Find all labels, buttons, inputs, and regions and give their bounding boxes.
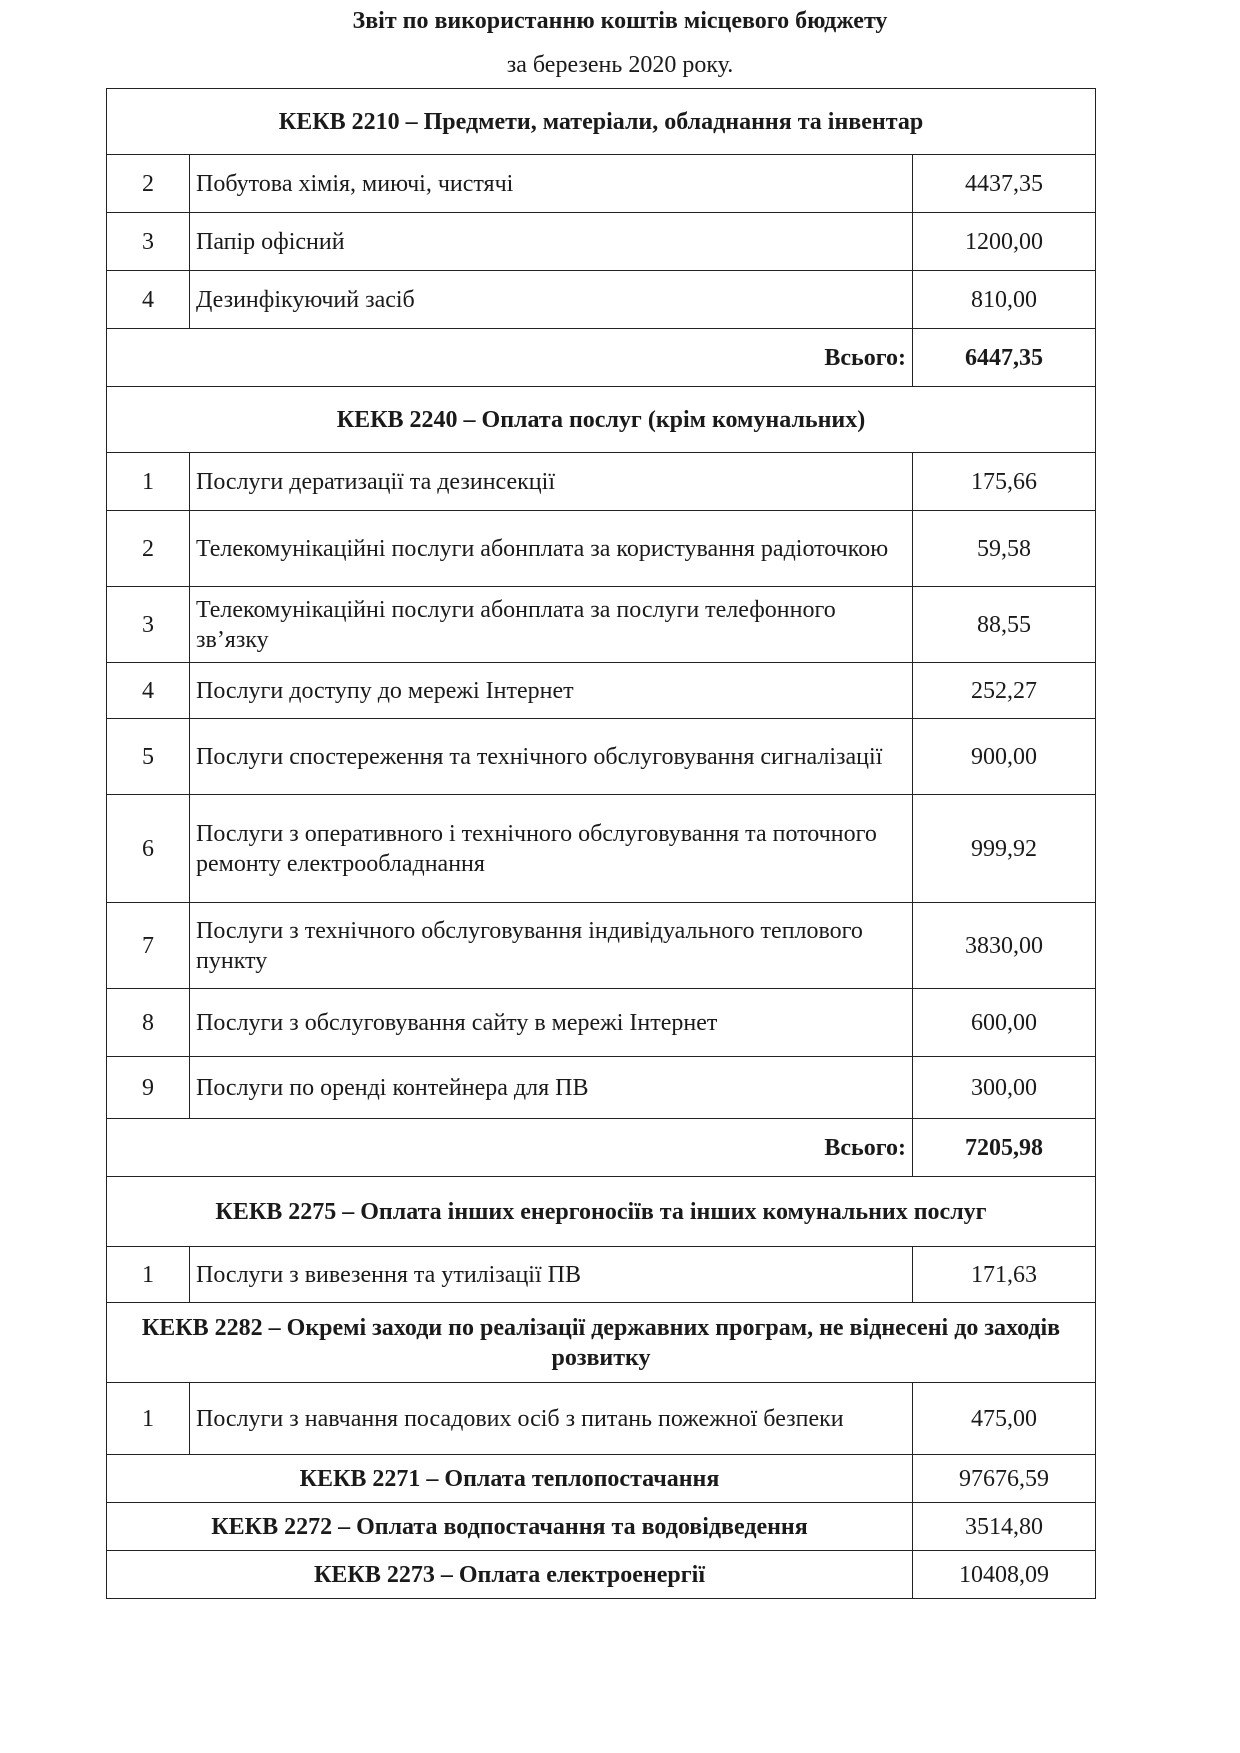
table-row bbox=[107, 795, 1096, 903]
row-number: 4 bbox=[107, 663, 190, 719]
row-number: 2 bbox=[107, 155, 190, 213]
row-name: Послуги з технічного обслуговування індивідуального теплового пункту bbox=[190, 903, 913, 989]
row-number: 3 bbox=[107, 587, 190, 663]
row-name: Послуги доступу до мережі Інтернет bbox=[190, 663, 913, 719]
section-heading: КЕКВ 2240 – Оплата послуг (крім комунальних) bbox=[107, 387, 1096, 453]
row-name: Послуги по оренді контейнера для ПВ bbox=[190, 1057, 913, 1119]
summary-label: КЕКВ 2272 – Оплата водпостачання та водовідведення bbox=[107, 1503, 913, 1551]
table-row bbox=[107, 213, 1096, 271]
summary-value: 97676,59 bbox=[913, 1455, 1096, 1503]
row-value: 4437,35 bbox=[913, 155, 1096, 213]
table-row bbox=[107, 1247, 1096, 1303]
row-value: 600,00 bbox=[913, 989, 1096, 1057]
table-row bbox=[107, 453, 1096, 511]
table-row bbox=[107, 1057, 1096, 1119]
total-label: Всього: bbox=[107, 1119, 913, 1177]
summary-label: КЕКВ 2271 – Оплата теплопостачання bbox=[107, 1455, 913, 1503]
summary-row bbox=[107, 1503, 1096, 1551]
row-value: 59,58 bbox=[913, 511, 1096, 587]
row-value: 810,00 bbox=[913, 271, 1096, 329]
row-number: 9 bbox=[107, 1057, 190, 1119]
row-value: 475,00 bbox=[913, 1383, 1096, 1455]
row-name: Побутова хімія, миючі, чистячі bbox=[190, 155, 913, 213]
section-heading-row bbox=[107, 1177, 1096, 1247]
row-value: 175,66 bbox=[913, 453, 1096, 511]
row-name: Дезинфікуючий засіб bbox=[190, 271, 913, 329]
table-row bbox=[107, 1383, 1096, 1455]
row-number: 1 bbox=[107, 1383, 190, 1455]
section-heading-row bbox=[107, 387, 1096, 453]
row-value: 88,55 bbox=[913, 587, 1096, 663]
table-row bbox=[107, 903, 1096, 989]
section-heading-row bbox=[107, 89, 1096, 155]
row-name: Папір офісний bbox=[190, 213, 913, 271]
total-row bbox=[107, 1119, 1096, 1177]
table-row bbox=[107, 271, 1096, 329]
row-name: Телекомунікаційні послуги абонплата за послуги телефонного зв’язку bbox=[190, 587, 913, 663]
table-row bbox=[107, 989, 1096, 1057]
row-number: 8 bbox=[107, 989, 190, 1057]
budget-report-table bbox=[106, 88, 1096, 1599]
row-name: Телекомунікаційні послуги абонплата за користування радіоточкою bbox=[190, 511, 913, 587]
table-row bbox=[107, 587, 1096, 663]
row-value: 900,00 bbox=[913, 719, 1096, 795]
summary-row bbox=[107, 1455, 1096, 1503]
row-number: 1 bbox=[107, 1247, 190, 1303]
document-subtitle: за березень 2020 року. bbox=[506, 52, 734, 78]
row-value: 1200,00 bbox=[913, 213, 1096, 271]
section-heading-row bbox=[107, 1303, 1096, 1383]
row-name: Послуги з вивезення та утилізації ПВ bbox=[190, 1247, 913, 1303]
row-name: Послуги з обслуговування сайту в мережі Інтернет bbox=[190, 989, 913, 1057]
row-number: 2 bbox=[107, 511, 190, 587]
row-number: 7 bbox=[107, 903, 190, 989]
document-title: Звіт по використанню коштів місцевого бюджету bbox=[352, 8, 888, 34]
row-number: 5 bbox=[107, 719, 190, 795]
table-row bbox=[107, 663, 1096, 719]
row-number: 4 bbox=[107, 271, 190, 329]
section-heading: КЕКВ 2275 – Оплата інших енергоносіїв та інших комунальних послуг bbox=[107, 1177, 1096, 1247]
summary-label: КЕКВ 2273 – Оплата електроенергії bbox=[107, 1551, 913, 1599]
row-number: 3 bbox=[107, 213, 190, 271]
total-value: 6447,35 bbox=[913, 329, 1096, 387]
row-value: 999,92 bbox=[913, 795, 1096, 903]
row-number: 1 bbox=[107, 453, 190, 511]
section-heading: КЕКВ 2282 – Окремі заходи по реалізації державних програм, не віднесені до заходів розвитку bbox=[107, 1303, 1096, 1383]
table-row bbox=[107, 511, 1096, 587]
summary-value: 10408,09 bbox=[913, 1551, 1096, 1599]
row-number: 6 bbox=[107, 795, 190, 903]
row-value: 171,63 bbox=[913, 1247, 1096, 1303]
row-value: 300,00 bbox=[913, 1057, 1096, 1119]
row-name: Послуги з оперативного і технічного обслуговування та поточного ремонту електрообладнання bbox=[190, 795, 913, 903]
row-value: 252,27 bbox=[913, 663, 1096, 719]
summary-value: 3514,80 bbox=[913, 1503, 1096, 1551]
summary-row bbox=[107, 1551, 1096, 1599]
total-row bbox=[107, 329, 1096, 387]
table-row bbox=[107, 719, 1096, 795]
row-name: Послуги з навчання посадових осіб з питань пожежної безпеки bbox=[190, 1383, 913, 1455]
total-label: Всього: bbox=[107, 329, 913, 387]
section-heading: КЕКВ 2210 – Предмети, матеріали, обладнання та інвентар bbox=[107, 89, 1096, 155]
row-name: Послуги спостереження та технічного обслуговування сигналізації bbox=[190, 719, 913, 795]
row-name: Послуги дератизації та дезинсекції bbox=[190, 453, 913, 511]
table-row bbox=[107, 155, 1096, 213]
total-value: 7205,98 bbox=[913, 1119, 1096, 1177]
row-value: 3830,00 bbox=[913, 903, 1096, 989]
